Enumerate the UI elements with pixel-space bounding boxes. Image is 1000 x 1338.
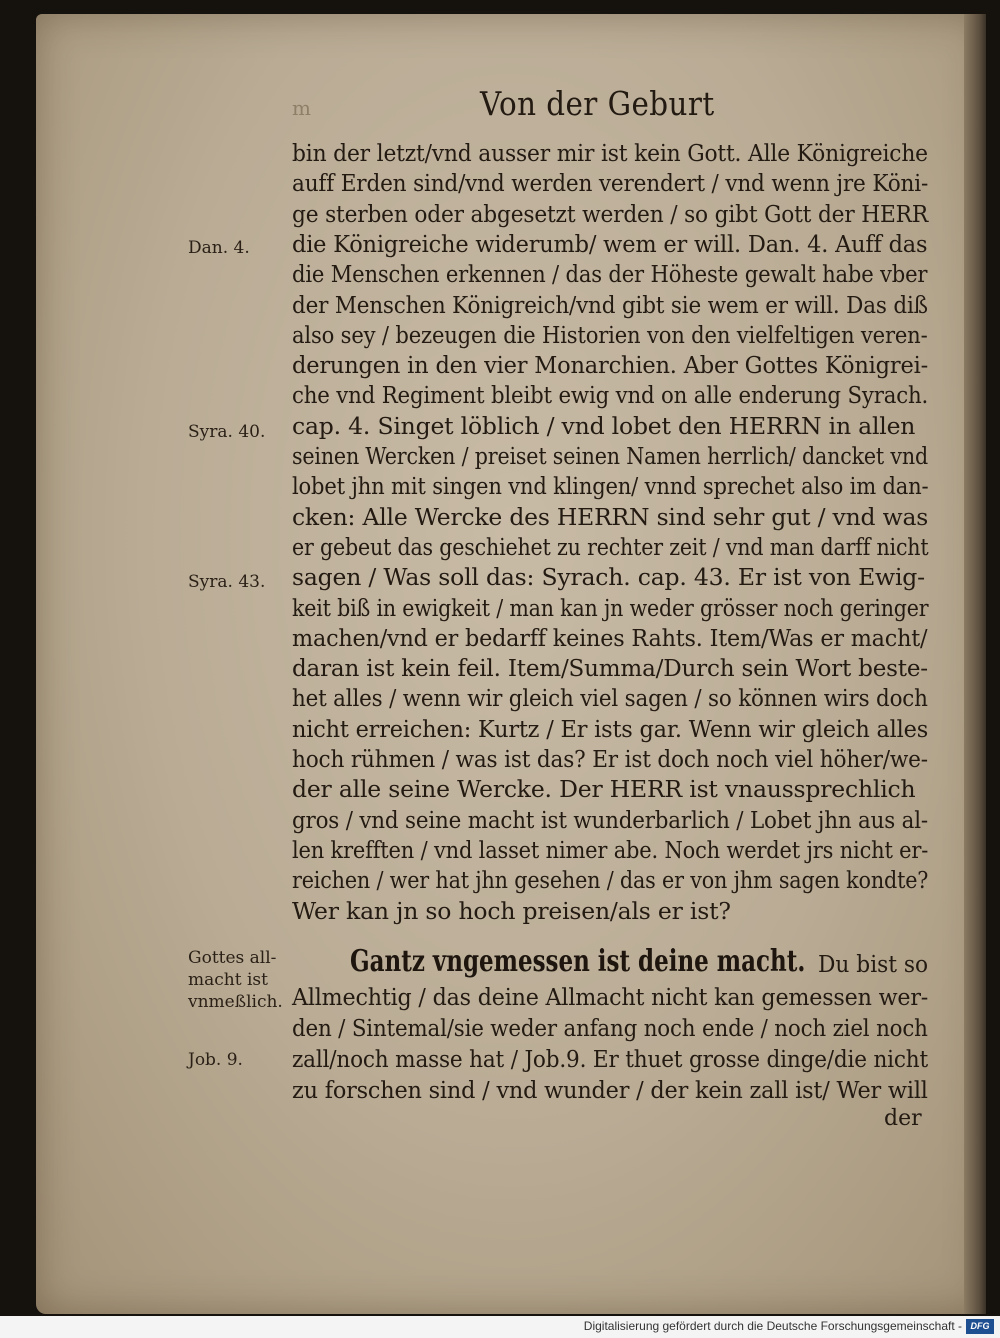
- body-line: cken: Alle Wercke des HERRN sind sehr gut / vnd was: [292, 502, 929, 531]
- body-line: ge sterben oder abgesetzt werden / so gibt Gott der HERR: [292, 199, 928, 228]
- body-line: daran ist kein feil. Item/Summa/Durch sein Wort beste-: [292, 654, 928, 683]
- footer-bar: [0, 1316, 1000, 1338]
- margin-note-gottes-1: Gottes all-: [188, 948, 277, 968]
- section-heading-continuation: Du bist so: [818, 950, 929, 978]
- body-line: seinen Wercken / preiset seinen Namen herrlich/ dancket vnd: [292, 442, 928, 470]
- margin-note-syra-40: Syra. 40.: [188, 422, 266, 442]
- margin-note-job: Job. 9.: [188, 1050, 243, 1070]
- body-line: reichen / wer hat jhn gesehen / das er von jhm sagen kondte?: [292, 866, 929, 895]
- section-line: zall/noch masse hat / Job.9. Er thuet grosse dinge/die nicht: [292, 1045, 929, 1073]
- body-line: cap. 4. Singet löblich / vnd lobet den HERRN in allen: [292, 411, 916, 440]
- body-line: er gebeut das geschiehet zu rechter zeit / vnd man darff nicht: [292, 532, 929, 561]
- body-line: het alles / wenn wir gleich viel sagen / so können wirs doch: [292, 684, 928, 713]
- catchword: der: [884, 1106, 922, 1131]
- margin-note-gottes-3: vnmeßlich.: [188, 992, 283, 1012]
- running-header: Von der Geburt: [480, 84, 715, 123]
- body-line: nicht erreichen: Kurtz / Er ists gar. Wenn wir gleich alles: [292, 714, 929, 743]
- body-line: gros / vnd seine macht ist wunderbarlich / Lobet jhn aus al-: [292, 805, 928, 834]
- dfg-logo: DFG: [966, 1319, 994, 1334]
- body-line: die Menschen erkennen / das der Höheste gewalt habe vber: [292, 260, 928, 289]
- body-line: lobet jhn mit singen vnd klingen/ vnnd sprechet also im dan-: [292, 472, 929, 501]
- body-line: der alle seine Wercke. Der HERR ist vnaussprechlich: [292, 775, 916, 804]
- body-line: bin der letzt/vnd ausser mir ist kein Gott. Alle Königreiche: [292, 139, 928, 167]
- body-line: also sey / bezeugen die Historien von den vielfeltigen veren-: [292, 320, 928, 349]
- body-line: derungen in den vier Monarchien. Aber Gottes Königrei-: [292, 351, 929, 380]
- section-heading: Gantz vngemessen ist deine macht.: [350, 944, 806, 979]
- margin-note-gottes-2: macht ist: [188, 970, 268, 990]
- body-line: auff Erden sind/vnd werden verendert / vnd wenn jre Köni-: [292, 169, 929, 198]
- margin-note-syra-43: Syra. 43.: [188, 572, 266, 592]
- body-line: die Königreiche widerumb/ wem er will. Dan. 4. Auff das: [292, 229, 928, 258]
- folio-ghost-mark: m: [292, 96, 311, 120]
- funding-notice: Digitalisierung gefördert durch die Deutsche Forschungsgemeinschaft -: [583, 1319, 962, 1333]
- body-line: hoch rühmen / was ist das? Er ist doch noch viel höher/we-: [292, 745, 928, 773]
- body-line: len krefften / vnd lasset nimer abe. Noch werdet jrs nicht er-: [292, 835, 929, 864]
- body-line: der Menschen Königreich/vnd gibt sie wem er will. Das diß: [292, 290, 928, 319]
- body-line: sagen / Was soll das: Syrach. cap. 43. Er ist von Ewig-: [292, 563, 925, 592]
- body-line: che vnd Regiment bleibt ewig vnd on alle enderung Syrach.: [292, 381, 929, 410]
- page-spine-shadow: [964, 14, 986, 1314]
- section-line: den / Sintemal/sie weder anfang noch ende / noch ziel noch: [292, 1014, 928, 1042]
- section-line: Allmechtig / das deine Allmacht nicht kan gemessen wer-: [292, 983, 929, 1011]
- body-line: keit biß in ewigkeit / man kan jn weder grösser noch geringer: [292, 593, 929, 622]
- body-line: machen/vnd er bedarff keines Rahts. Item/Was er macht/: [292, 623, 928, 652]
- body-line: Wer kan jn so hoch preisen/als er ist?: [292, 896, 731, 925]
- section-line: zu forschen sind / vnd wunder / der kein zall ist/ Wer will: [292, 1076, 928, 1104]
- margin-note-dan: Dan. 4.: [188, 238, 250, 258]
